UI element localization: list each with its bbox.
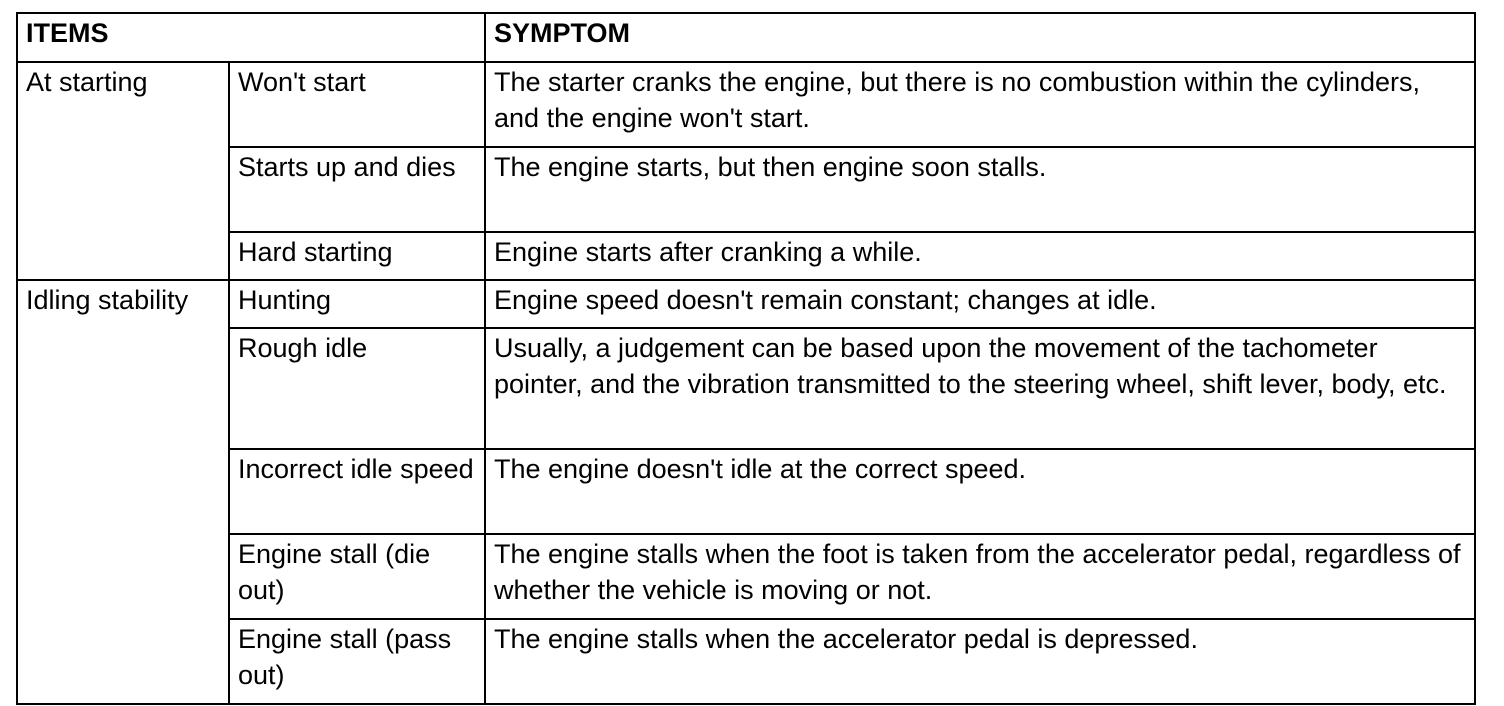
symptom-table (16, 12, 1476, 705)
item-cell: Won't start (229, 62, 485, 147)
category-cell-idling-stability: Idling stability (17, 280, 229, 704)
table-row (17, 449, 1475, 534)
header-items: ITEMS (17, 13, 485, 62)
item-cell: Incorrect idle speed (229, 449, 485, 534)
table-row (17, 534, 1475, 619)
table-row (17, 232, 1475, 280)
symptom-cell: Usually, a judgement can be based upon the movement of the tachometer pointer, and the vibration transmitted to the steering wheel, shift lever, body, etc. (485, 328, 1475, 449)
symptom-cell: The engine stalls when the foot is taken from the accelerator pedal, regardless of whether the vehicle is moving or not. (485, 534, 1475, 619)
symptom-cell: The engine doesn't idle at the correct speed. (485, 449, 1475, 534)
table-row (17, 328, 1475, 449)
item-cell: Starts up and dies (229, 147, 485, 232)
symptom-cell: The engine stalls when the accelerator pedal is depressed. (485, 619, 1475, 704)
item-cell: Hunting (229, 280, 485, 328)
symptom-cell: The starter cranks the engine, but there is no combustion within the cylinders, and the engine won't start. (485, 62, 1475, 147)
table-header-row (17, 13, 1475, 62)
table-row (17, 280, 1475, 328)
table-row (17, 619, 1475, 704)
item-cell: Engine stall (pass out) (229, 619, 485, 704)
symptom-cell: Engine starts after cranking a while. (485, 232, 1475, 280)
item-cell: Engine stall (die out) (229, 534, 485, 619)
table-row (17, 62, 1475, 147)
symptom-cell: Engine speed doesn't remain constant; changes at idle. (485, 280, 1475, 328)
symptom-cell: The engine starts, but then engine soon stalls. (485, 147, 1475, 232)
header-symptom: SYMPTOM (485, 13, 1475, 62)
table-row (17, 147, 1475, 232)
item-cell: Hard starting (229, 232, 485, 280)
category-cell-at-starting: At starting (17, 62, 229, 280)
item-cell: Rough idle (229, 328, 485, 449)
